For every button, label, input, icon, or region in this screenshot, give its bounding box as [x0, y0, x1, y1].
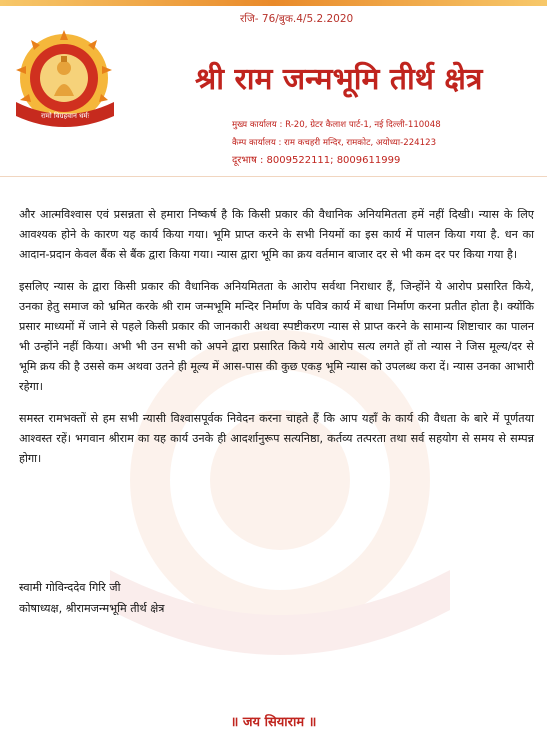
letter-body [19, 205, 534, 481]
paragraph-3: समस्त रामभक्तों से हम सभी न्यासी विश्वासपूर्वक निवेदन करना चाहते हैं कि आप यहाँ के कार्य की वैधता के बारे में पूर्णतया आश्वस्त रहें। भगवान श्रीराम का यह कार्य उनके ही आदर्शानुरूप सत्यनिष्ठा, कर्तव्य तत्परता तथा सर्व सहयोग से समय से सम्पन्न होगा। [19, 412, 534, 465]
main-office-address: मुख्य कार्यालय : R-20, ग्रेटर कैलाश पार्ट-1, नई दिल्ली-110048 [232, 120, 441, 130]
trust-logo [2, 30, 152, 135]
footer-slogan: ॥ जय सियाराम ॥ [230, 715, 317, 730]
signature-block [19, 577, 164, 619]
registration-number: रजि- 76/बुक.4/5.2.2020 [240, 13, 354, 25]
header-divider [0, 176, 547, 177]
signatory-designation: कोषाध्यक्ष, श्रीरामजन्मभूमि तीर्थ क्षेत्र [19, 602, 165, 615]
paragraph-1: और आत्मविश्वास एवं प्रसन्नता से हमारा निष्कर्ष है कि किसी प्रकार की वैधानिक अनियमितता हमें नहीं दिखी। न्यास के लिए आवश्यक होने के कारण यह कार्य किया गया। भूमि प्राप्त करने के सभी नियमों का इस कार्य में पालन किया गया है. धन का आदान-प्रदान केवल बैंक से बैंक द्वारा किया गया। न्यास द्वारा भूमि का क्रय वर्तमान बाजार दर से भी कम दर पर किया गया है। [19, 208, 534, 261]
header-accent-bar [0, 0, 547, 6]
paragraph-2: इसलिए न्यास के द्वारा किसी प्रकार की वैधानिक अनियमितता के आरोप सर्वथा निराधार हैं, जिन्होंने ये आरोप प्रसारित किये, उनका हेतु समाज को भ्रमित करके श्री राम जन्मभूमि मन्दिर निर्माण के पवित्र कार्य में बाधा निर्माण करना प्रतीत होता है। क्योंकि प्रसार माध्यमों में जाने से पहले किसी प्रकार की जानकारी अथवा स्पष्टीकरण न्यास से प्राप्त करने के सामान्य शिष्टाचार का पालन भी उन्होंने नहीं किया। अभी भी उन सभी को अपने द्वारा प्रसारित किये गये आरोप सत्य लगते हों तो न्यास ने जिस मूल्य/दर से भूमि क्रय की है उससे कम अथवा उतने ही मूल्य में आस-पास की कुछ एकड़ भूमि न्यास को उपलब्ध करा दें। न्यास उनका आभारी रहेगा। [19, 280, 534, 393]
signatory-name: स्वामी गोविन्ददेव गिरि जी [19, 581, 121, 594]
page-title: श्री राम जन्मभूमि तीर्थ क्षेत्र [195, 62, 483, 97]
camp-office-address: कैम्प कार्यालय : राम कचहरी मन्दिर, रामकोट, अयोध्या-224123 [232, 138, 437, 148]
phone-numbers: दूरभाष : 8009522111; 8009611999 [232, 155, 401, 166]
logo-motto: रामो विग्रहवान धर्मः [41, 112, 89, 120]
